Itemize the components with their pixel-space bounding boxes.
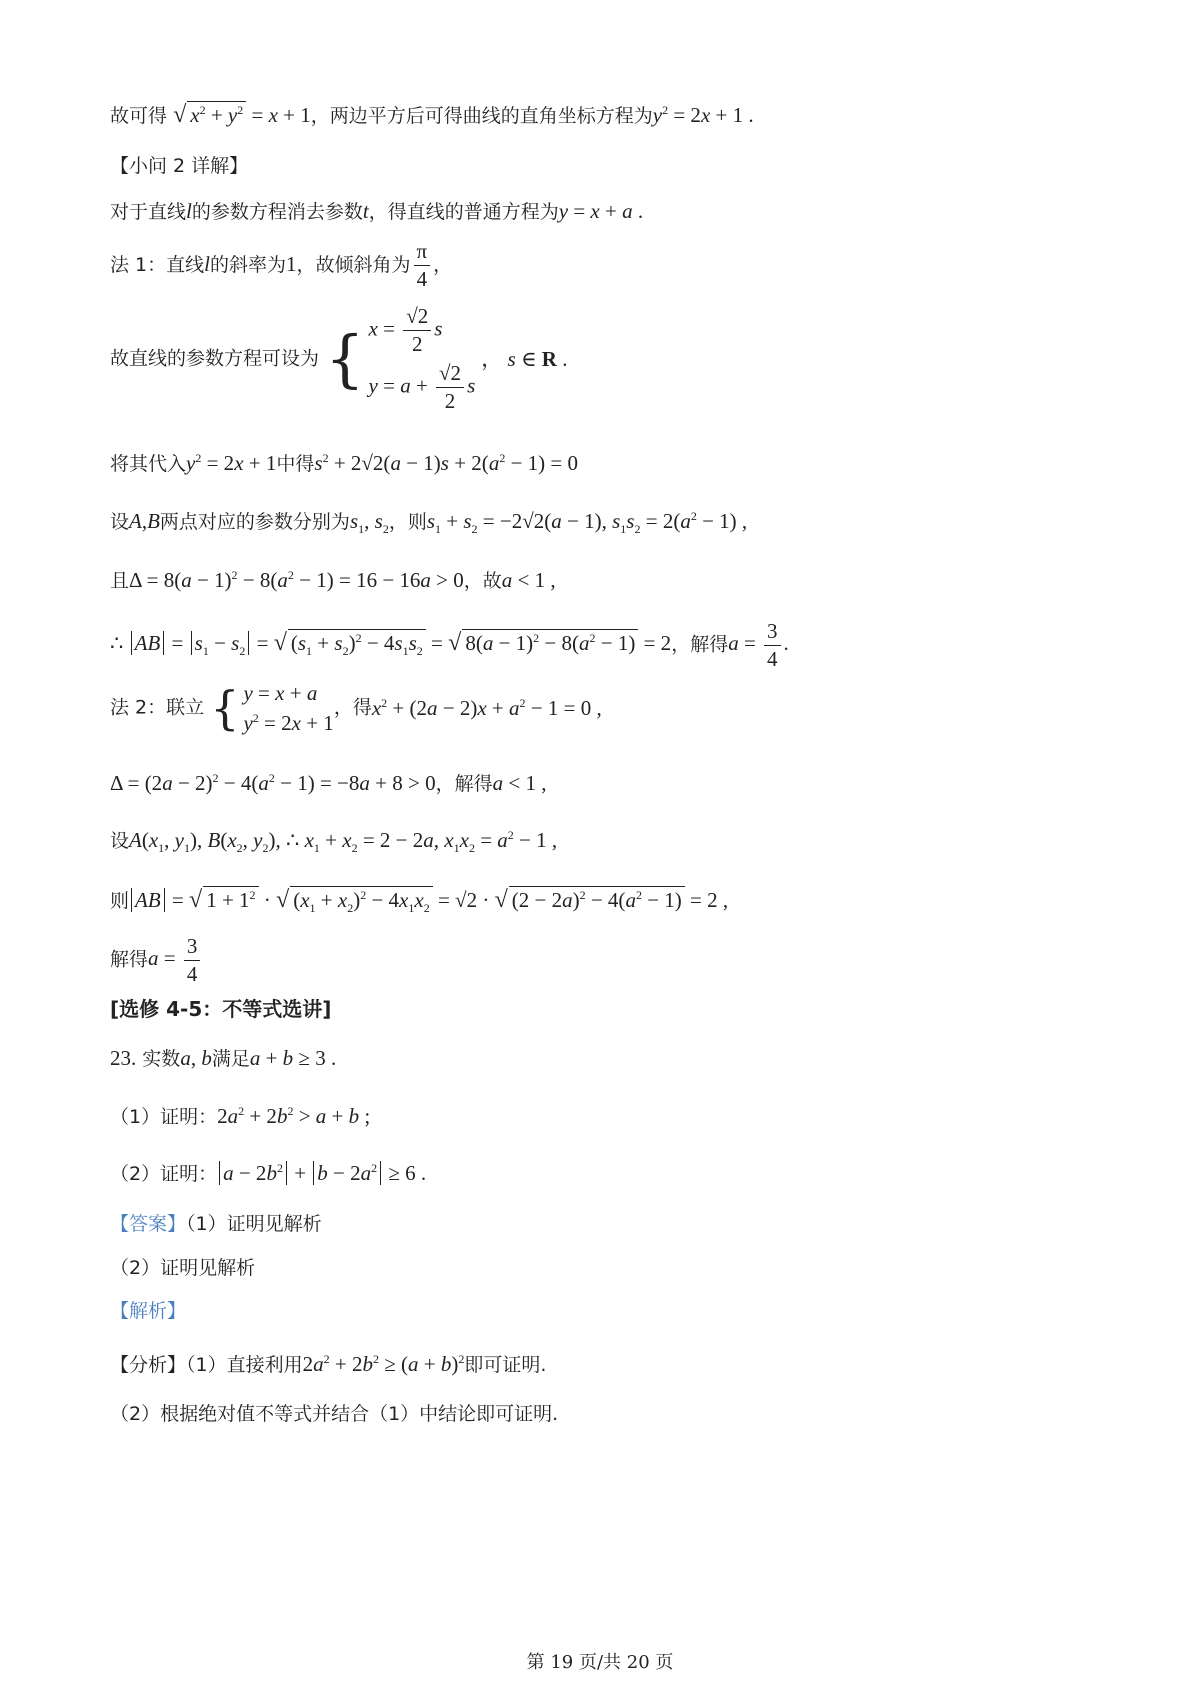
line-parametric-system: 故直线的参数方程可设为 { x = $\frac{√2}{2}$ s y = a + $\frac{√2}{2}$ s ， s ∈ R . — [110, 304, 568, 414]
line-curve-equation: 故可得 √ $x^2 + y^2 = x + 1$，两边平方后可得曲线的直角坐标方程为$y^2 = 2x + 1$ . — [110, 102, 754, 128]
line-ab-length-1: ∴ AB = $s_1 - s_2$ = √ $(s_1 + s_2)^2 - 4s_1s_2$ = √ $8(a - 1)^2 - 8(a^2 - 1) = 2$，解得a = $\frac{3}{4}$ . — [110, 619, 789, 672]
line-method1-slope: 法 1：直线l的斜率为1，故倾斜角为 $\frac{\pi}{4}$ ， — [110, 239, 453, 292]
question-23-part2: （2）证明： $a - 2b^2 + b - 2a^2 \ge 6$ . — [110, 1161, 427, 1185]
question-23-stem: 23. 实数a, b满足a + b ≥ 3 . — [110, 1046, 337, 1070]
answer-tag: 【答案】 — [110, 1213, 187, 1235]
answer-line-2: （2）证明见解析 — [110, 1257, 256, 1279]
line-substitute: 将其代入$y^2 = 2x + 1$中得$s^2 + 2√2(a - 1)s + 2(a^2 - 1) = 0$ — [110, 451, 578, 475]
line-vieta-x: 设$A(x_1$, $y_1$), $B(x_2$, $y_2$), ∴ $x_1 + x_2 = 2 - 2a$, $x_1x_2 = a^2 - 1$ , — [110, 828, 558, 856]
question-23-part1: （1）证明：$2a^2 + 2b^2 > a + b$ ; — [110, 1104, 371, 1128]
answer-line-1: 【答案】（1）证明见解析 — [110, 1213, 322, 1235]
line-solve-a: 解得a = $\frac{3}{4}$ — [110, 935, 203, 986]
line-discriminant-1: 且$\Delta = 8(a - 1)^2 - 8(a^2 - 1) = 16 - 16a > 0$，故a < 1 , — [110, 568, 556, 592]
section-title: [选修 4-5：不等式选讲] — [110, 997, 332, 1021]
subquestion-2-header: 【小问 2 详解】 — [110, 155, 249, 177]
line-ab-length-2: 则 AB = √ $1 + 1^2$ · √ $(x_1 + x_2)^2 - 4x_1x_2 = √2$ · √ $(2 - 2a)^2 - 4(a^2 - 1) = 2$ , — [110, 887, 729, 916]
line-general-equation: 对于直线l的参数方程消去参数t，得直线的普通方程为y = x + a . — [110, 199, 644, 223]
analysis-line-2: （2）根据绝对值不等式并结合（1）中结论即可证明. — [110, 1403, 559, 1425]
line-discriminant-2: $\Delta = (2a - 2)^2 - 4(a^2 - 1) = -8a + 8 > 0$，解得a < 1 , — [110, 771, 547, 795]
analysis-tag: 【解析】 — [110, 1300, 187, 1322]
line-method2-system: 法 2：联立 { y = x + a $y^2 = 2x + 1$ ，得$x^2 + (2a - 2)x + a^2 - 1 = 0$ , — [110, 681, 602, 736]
page-footer: 第 19 页/共 20 页 — [526, 1652, 674, 1673]
analysis-line-1: 【分析】（1）直接利用$2a^2 + 2b^2 \ge (a + b)^2$即可证明. — [110, 1352, 547, 1376]
line-vieta-params: 设A,B两点对应的参数分别为$s_1$, $s_2$，则$s_1 + s_2 = -2√2(a - 1)$, $s_1s_2 = 2(a^2 - 1)$ , — [110, 509, 748, 537]
